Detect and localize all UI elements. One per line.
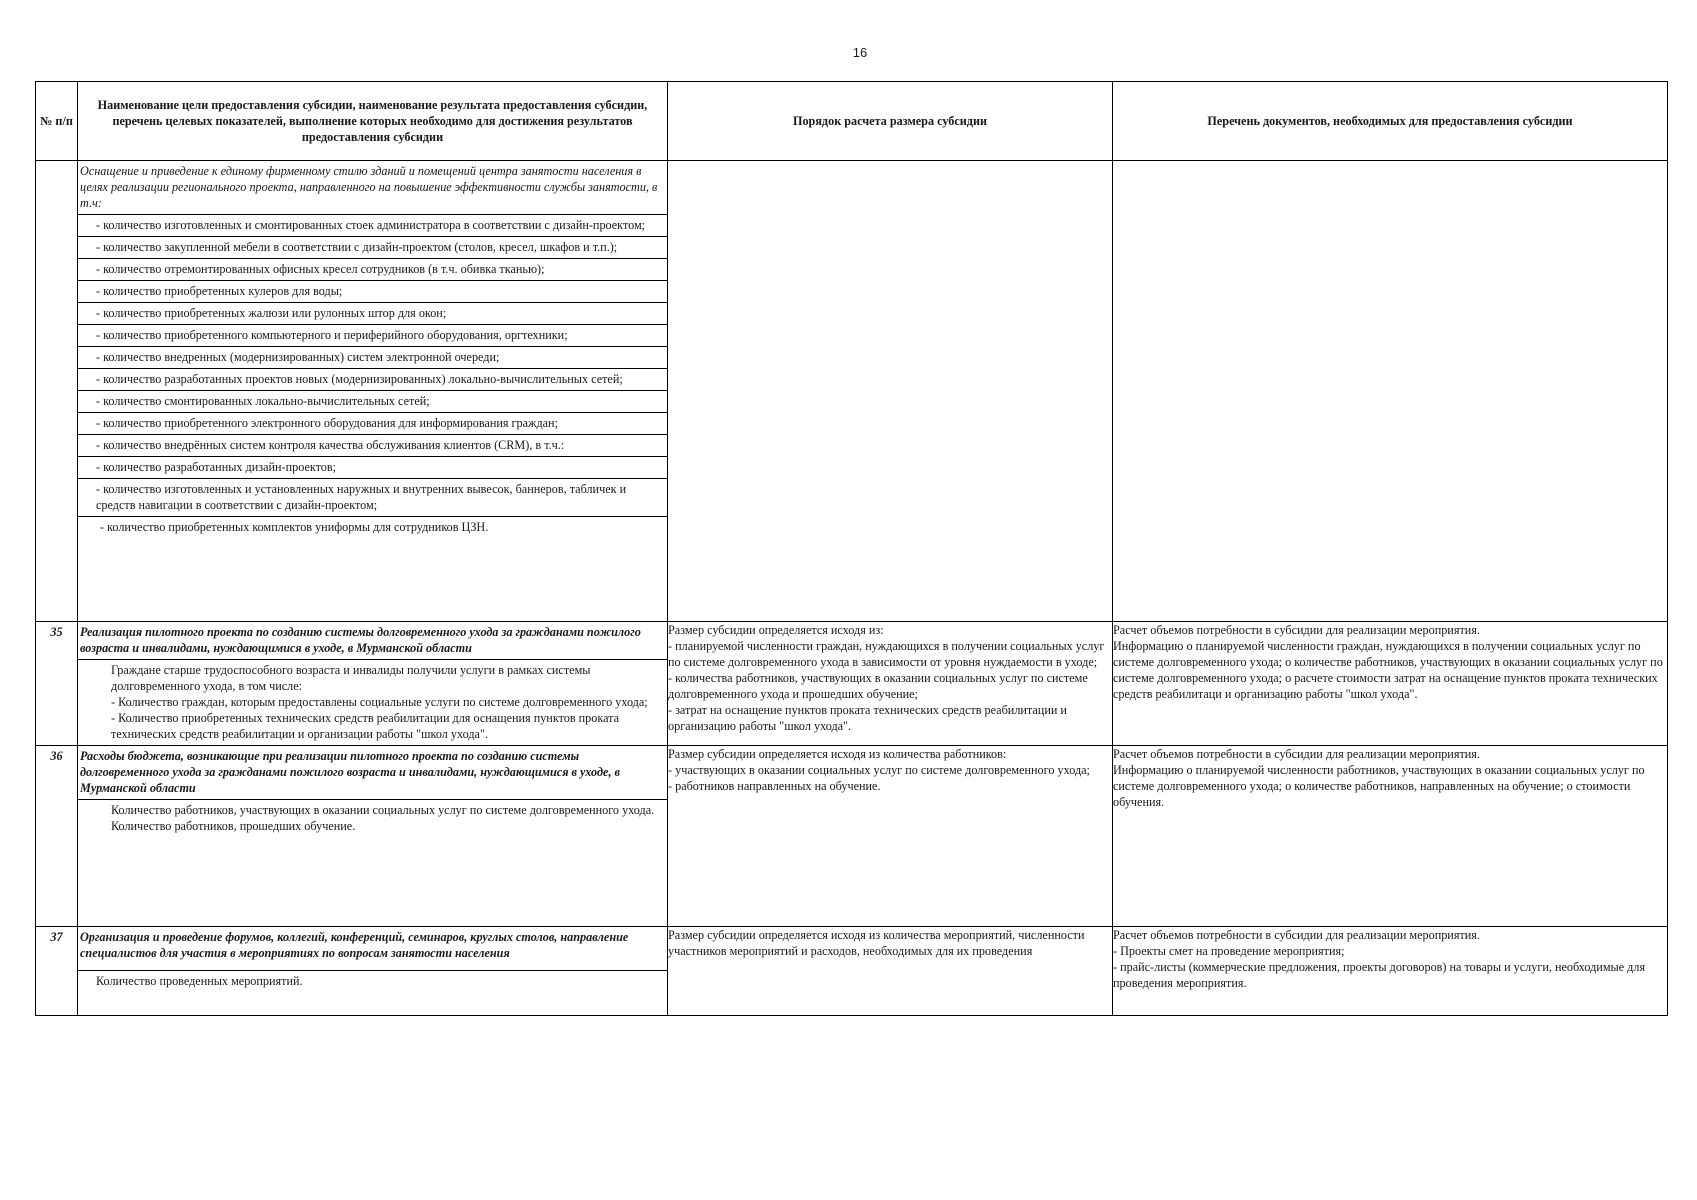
- calc-line: Размер субсидии определяется исходя из количества работников:: [668, 747, 1007, 761]
- indicator-block: [78, 970, 667, 992]
- docs-line: Расчет объемов потребности в субсидии для реализации мероприятия.: [1113, 623, 1480, 637]
- docs-line: Информацию о планируемой численности граждан, нуждающихся в получении социальных услуг по системе долговременного ухода; о количестве работников, участвующих в оказании социальных услуг по системе долговременного ухода; о расчете стоимости затрат на оснащение пунктов проката технических средств реабилитаци и организацию работы "школ ухода".: [1113, 639, 1663, 701]
- calc-line: - количества работников, участвующих в оказании социальных услуг по системе долговременного ухода и прошедших обучение;: [668, 671, 1088, 701]
- docs-cell: [1113, 622, 1668, 746]
- calc-cell: [668, 746, 1113, 927]
- calc-line: - участвующих в оказании социальных услуг по системе долговременного ухода;: [668, 763, 1090, 777]
- indicator-item: - количество изготовленных и смонтированных стоек администратора в соответствии с дизайн-проектом;: [78, 214, 667, 236]
- table-row: [36, 161, 1668, 622]
- docs-cell: [1113, 161, 1668, 622]
- docs-line: - Проекты смет на проведение мероприятия;: [1113, 944, 1345, 958]
- indicator-line: Количество работников, участвующих в оказании социальных услуг по системе долговременного ухода.: [111, 803, 655, 817]
- indicator-block: [78, 659, 667, 745]
- goal-title: Оснащение и приведение к единому фирменному стилю зданий и помещений центра занятости населения в целях реализации регионального проекта, направленного на повышение эффективности службы занятости, в т.ч:: [80, 164, 658, 210]
- indicator-item: - количество изготовленных и установленных наружных и внутренних вывесок, баннеров, табличек и средств навигации в соответствии с дизайн-проектом;: [78, 478, 667, 516]
- indicator-block: [78, 799, 667, 837]
- docs-line: Расчет объемов потребности в субсидии для реализации мероприятия.: [1113, 928, 1480, 942]
- indicator-line: Количество проведенных мероприятий.: [96, 974, 303, 988]
- goal-cell: [78, 746, 668, 927]
- indicator-line: - Количество граждан, которым предоставлены социальные услуги по системе долговременного ухода;: [111, 695, 648, 709]
- docs-line: Информацию о планируемой численности работников, участвующих в оказании социальных услуг по системе долговременного ухода; о количестве работников, направленных на обучение; о стоимости обучения.: [1113, 763, 1645, 809]
- calc-cell: [668, 622, 1113, 746]
- indicator-item: - количество смонтированных локально-вычислительных сетей;: [78, 390, 667, 412]
- indicator-item: - количество разработанных дизайн-проектов;: [78, 456, 667, 478]
- page-number: 16: [852, 45, 868, 60]
- goal-title: Расходы бюджета, возникающие при реализации пилотного проекта по созданию системы долговременного ухода за гражданами пожилого возраста и инвалидами, нуждающимися в уходе, в Мурманской области: [80, 749, 620, 795]
- indicator-item: - количество разработанных проектов новых (модернизированных) локально-вычислительных сетей;: [78, 368, 667, 390]
- calc-cell: [668, 161, 1113, 622]
- row-number: 36: [36, 746, 78, 927]
- row-number: 35: [36, 622, 78, 746]
- docs-cell: [1113, 746, 1668, 927]
- calc-line: - затрат на оснащение пунктов проката технических средств реабилитации и организацию работы "школ ухода".: [668, 703, 1067, 733]
- goal-title: Реализация пилотного проекта по созданию системы долговременного ухода за гражданами пожилого возраста и инвалидами, нуждающимися в уходе, в Мурманской области: [80, 625, 641, 655]
- indicator-item: - количество внедренных (модернизированных) систем электронной очереди;: [78, 346, 667, 368]
- header-calc: Порядок расчета размера субсидии: [668, 82, 1113, 161]
- calc-line: - работников направленных на обучение.: [668, 779, 881, 793]
- header-goal: Наименование цели предоставления субсидии, наименование результата предоставления субсидии, перечень целевых показателей, выполнение которых необходимо для достижения результатов предоставления субсидии: [78, 82, 668, 161]
- indicator-item: - количество приобретенных комплектов униформы для сотрудников ЦЗН.: [78, 516, 667, 538]
- goal-cell: [78, 161, 668, 622]
- indicator-item: - количество приобретенных жалюзи или рулонных штор для окон;: [78, 302, 667, 324]
- indicator-line: - Количество приобретенных технических средств реабилитации для оснащения пунктов проката технических средств реабилитации и организации работы "школ ухода".: [111, 711, 620, 741]
- calc-line: - планируемой численности граждан, нуждающихся в получении социальных услуг по системе долговременного ухода в зависимости от уровня нуждаемости в уходе;: [668, 639, 1105, 669]
- indicator-line: Граждане старше трудоспособного возраста и инвалиды получили услуги в рамках системы долговременного ухода, в том числе:: [111, 663, 591, 693]
- header-docs: Перечень документов, необходимых для предоставления субсидии: [1113, 82, 1668, 161]
- indicator-item: - количество приобретенного электронного оборудования для информирования граждан;: [78, 412, 667, 434]
- calc-cell: [668, 927, 1113, 1016]
- indicator-item: - количество внедрённых систем контроля качества обслуживания клиентов (CRM), в т.ч.:: [78, 434, 667, 456]
- indicator-item: - количество приобретенного компьютерного и периферийного оборудования, оргтехники;: [78, 324, 667, 346]
- goal-cell: [78, 622, 668, 746]
- docs-line: Расчет объемов потребности в субсидии для реализации мероприятия.: [1113, 747, 1480, 761]
- indicator-item: - количество отремонтированных офисных кресел сотрудников (в т.ч. обивка тканью);: [78, 258, 667, 280]
- docs-cell: [1113, 927, 1668, 1016]
- goal-cell: [78, 927, 668, 1016]
- calc-line: Размер субсидии определяется исходя из количества мероприятий, численности участников мероприятий и расходов, необходимых для их проведения: [668, 928, 1085, 958]
- indicator-item: - количество закупленной мебели в соответствии с дизайн-проектом (столов, кресел, шкафов и т.п.);: [78, 236, 667, 258]
- table-row: [36, 746, 1668, 927]
- indicator-line: Количество работников, прошедших обучение.: [111, 819, 356, 833]
- indicator-item: - количество приобретенных кулеров для воды;: [78, 280, 667, 302]
- table-row: [36, 927, 1668, 1016]
- row-number: 37: [36, 927, 78, 1016]
- calc-line: Размер субсидии определяется исходя из:: [668, 623, 884, 637]
- docs-line: - прайс-листы (коммерческие предложения, проекты договоров) на товары и услуги, необходимые для проведения мероприятия.: [1113, 960, 1646, 990]
- row-number-cell: [36, 161, 78, 622]
- table-row: [36, 622, 1668, 746]
- table-header-row: [36, 82, 1668, 161]
- header-number: № п/п: [36, 82, 78, 161]
- goal-title: Организация и проведение форумов, коллегий, конференций, семинаров, круглых столов, направление специалистов для участия в мероприятиях по вопросам занятости населения: [80, 930, 629, 960]
- subsidy-table: [35, 81, 1668, 1016]
